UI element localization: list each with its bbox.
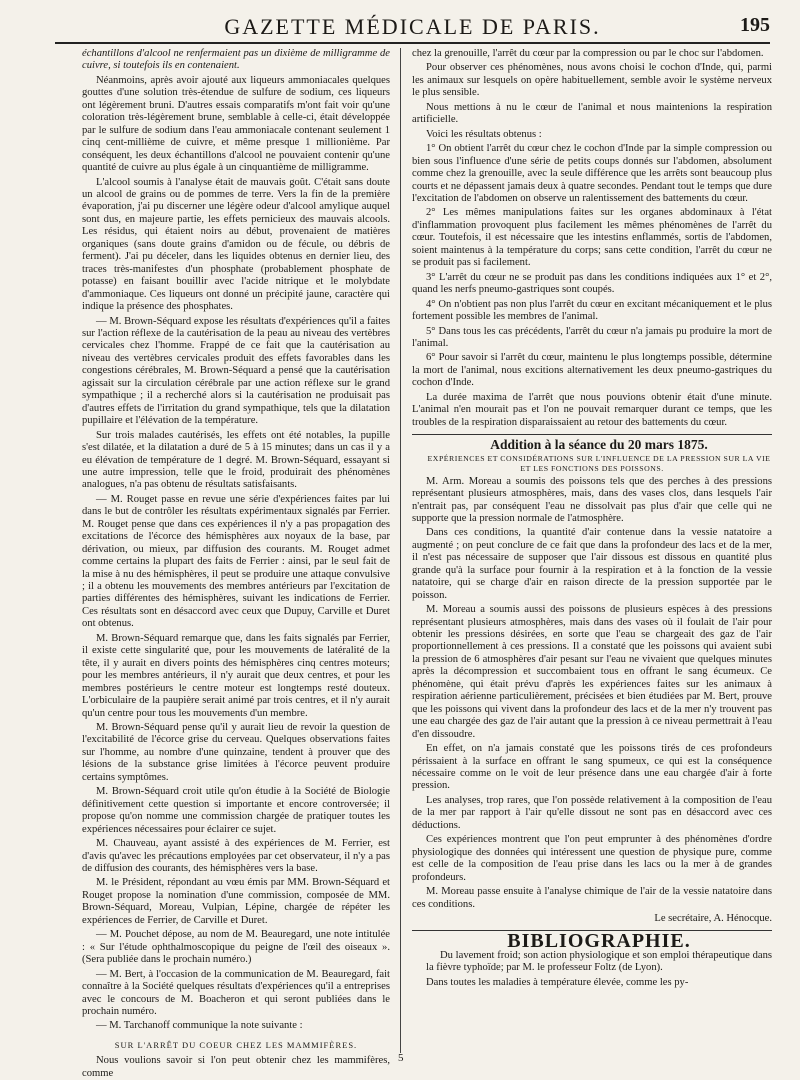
- separator-rule: [412, 434, 772, 435]
- page-header: [55, 8, 770, 42]
- paragraph: — M. Pouchet dépose, au nom de M. Beauregard, une note intitulée : « Sur l'étude ophthalmoscopique du peigne de l'œil des oiseaux ». (Sera publiée dans le prochain numéro.): [82, 929, 390, 966]
- paragraph: M. Moreau passe ensuite à l'analyse chimique de l'air de la vessie natatoire dans ces conditions.: [412, 886, 772, 910]
- paragraph: 2° Les mêmes manipulations faites sur les organes abdominaux à l'état d'inflammation provoquent plus facilement les mêmes phénomènes de l'arrêt du cœur. Toutefois, il est nécessaire que les intestins enflammés, sortis de l'abdomen, soient maintenus à la température du corps; sans cette condition, l'arrêt du cœur ne se produit pas si facilement.: [412, 207, 772, 269]
- paragraph: — M. Brown-Séquard expose les résultats d'expériences qu'il a faites sur l'action réflexe de la cautérisation de la peau au niveau des vertèbres cervicales chez l'homme. Frappé de ce fait que la cautérisation au niveau des vertèbres cervicales produit des effets favorables dans les congestions cérébrales, M. Brown-Séquard a pensé que la cautérisation agissait sur la circulation cérébrale par une action réflexe sur le grand sympathique ; il a recherché alors si la cautérisation ne produisait pas d'autres effets de l'irritation du grand sympathique, tels que la dilatation pupillaire et l'élévation de la température.: [82, 315, 390, 427]
- paragraph: — M. Bert, à l'occasion de la communication de M. Beauregard, fait connaître à la Société quelques résultats d'expériences qu'il a entreprises avec le concours de M. Boacheron et qui seront publiées dans le prochain numéro.: [82, 968, 390, 1017]
- paragraph: M. Chauveau, ayant assisté à des expériences de M. Ferrier, est d'avis qu'avec les précautions employées par cet observateur, il n'y a pas de diffusion des courants, des hémisphères vers la base.: [82, 838, 390, 874]
- paragraph: Nous voulions savoir si l'on peut obtenir chez les mammifères, comme: [82, 1055, 390, 1079]
- section-heading: SUR L'ARRÊT DU COEUR CHEZ LES MAMMIFÈRES.: [114, 1039, 358, 1050]
- right-column: [412, 48, 772, 1048]
- paragraph: Dans toutes les maladies à température élevée, comme les py-: [426, 976, 689, 988]
- page-number: 195: [740, 14, 770, 36]
- paragraph: — M. Tarchanoff communique la note suivante :: [96, 1020, 303, 1032]
- paragraph: Sur trois malades cautérisés, les effets ont été notables, la pupille s'est dilatée, et la dilatation a duré de 5 à 15 minutes; dans un cas il y a eu élévation de température de 1 degré. M. Brown-Séquard, essayant si une autre impression, telle que le froid, produirait des phénomènes analogues, n'a pas obtenu de résultats satisfaisants.: [82, 429, 390, 491]
- paragraph: 3° L'arrêt du cœur ne se produit pas dans les conditions indiquées aux 1° et 2°, quand les nerfs pneumo-gastriques sont coupés.: [412, 271, 772, 296]
- bibliography-entry: Du lavement froid; son action physiologique et son emploi thérapeutique dans la fièvre typhoïde; par M. le professeur Foltz (de Lyon).: [426, 949, 772, 974]
- paragraph: Dans ces conditions, la quantité d'air contenue dans la vessie natatoire a augmenté ; on peut conclure de ce fait que dans la profondeur des lacs et de la mer, il n'est pas nécessaire de supposer que l'air dissous est dissous en quantité plus grande qu'à la surface pour fournir à la respiration et à la fonction de la vessie natatoire, qui se charge d'air en raison directe de la pression supportée par le poisson.: [412, 527, 772, 601]
- paragraph: M. le Président, répondant au vœu émis par MM. Brown-Séquard et Rouget propose la nomination d'une commission, composée de MM. Brown-Séquard, Moreau, Vulpian, Lépine, chargée de répéter les expériences de Ferrier, de Carville et Duret.: [82, 877, 390, 926]
- journal-title: GAZETTE MÉDICALE DE PARIS.: [224, 14, 601, 39]
- paragraph: En effet, on n'a jamais constaté que les poissons tirés de ces profondeurs périssaient à la surface en offrant le sang spumeux, ce qui est la conséquence nécessaire comme on le voit de leur présence dans une eau chargée d'air à forte pression.: [412, 743, 772, 792]
- paragraph: échantillons d'alcool ne renfermaient pas un dixième de milligramme de cuivre, si toutefois ils en contenaient.: [82, 48, 390, 72]
- addition-subtitle: EXPÉRIENCES ET CONSIDÉRATIONS SUR L'INFLUENCE DE LA PRESSION SUR LA VIE ET LES FONCTIONS DES POISSONS.: [427, 453, 771, 473]
- paragraph: M. Brown-Séquard pense qu'il y aurait lieu de revoir la question de l'excitabilité de l'écorce grise du cerveau. Quelques observations faites sur l'homme, au nombre d'une quinzaine, tendent à prouver que des lésions de la substance grise limitées à l'écorce peuvent produire certains symptômes.: [82, 722, 390, 783]
- paragraph: L'alcool soumis à l'analyse était de mauvais goût. C'était sans doute un alcool de grains ou de pommes de terre. Vers la fin de la première évaporation, j'ai pu discerner une légère odeur d'alcool amylique auquel sont dus, en majeure partie, les effets pernicieux des mauvais alcools. Les résidus, qui étaient noirs au début, provenaient de matières organiques (sans doute grains d'amidon ou de fécule, ou débris de ferment). J'ai pu déceler, dans les liquides obtenus en dernier lieu, des traces très-manifestes d'un phosphate (probablement phosphate de potasse) en faisant bouillir avec l'acide nitrique et le molybdate d'ammoniaque. Ces liqueurs ont donné un précipité jaune, caractère qui indique la présence des phosphates.: [82, 176, 390, 313]
- paragraph: Ces expériences montrent que l'on peut emprunter à des phénomènes d'ordre physiologique des données qui intéressent une question de physique pure, comme est celle de la composition de l'eau prise dans les lacs ou la mer à de grandes profondeurs.: [412, 834, 772, 883]
- paragraph: 1° On obtient l'arrêt du cœur chez le cochon d'Inde par la simple compression ou bien sous l'influence d'une série de petits coups donnés sur l'abdomen, absolument comme chez la grenouille, avec la seule différence que les arrêts sont beaucoup plus courts et ne dépassent jamais deux à quatre secondes. Pendant tout le temps que dure l'excitation de l'abdomen on observe un ralentissement des battements du cœur.: [412, 143, 772, 204]
- header-rule: [55, 42, 770, 44]
- addition-title: Addition à la séance du 20 mars 1875.: [490, 437, 708, 453]
- paragraph: M. Moreau a soumis aussi des poissons de plusieurs espèces à des pressions représentant plusieurs atmosphères, mais dans des vases où il foulait de l'air pour obtenir les pressions désirées, en sorte que l'eau se chargeait des gaz de l'air proportionnellement à ces pressions. Il a constaté que les poissons qui avaient subi la pression de 6 atmosphères d'air pesant sur l'eau ne vivaient que quelques minutes après la décompression et succombaient tous en offrant le sang écumeux. Ce phénomène, qui était prévu d'après les expériences faites sur les animaux à respiration aérienne particulièrement, précisées et bien étudiées par M. Bert, prouve que les poissons qui vivent dans la profondeur des lacs et de la mer n'y trouvent pas une eau chargée des gaz de l'air autant que la pression à ce niveau permettrait à l'eau d'en dissoudre.: [412, 604, 772, 740]
- paragraph: Pour observer ces phénomènes, nous avons choisi le cochon d'Inde, qui, parmi les animaux sur lesquels on opère habituellement, semble avoir le système nerveux le plus sensible.: [412, 62, 772, 99]
- paragraph: Les analyses, trop rares, que l'on possède relativement à la composition de l'eau de la mer par rapport à l'air qu'elle dissout ne sont pas en désaccord avec ces déductions.: [412, 794, 772, 831]
- bibliography-title: BIBLIOGRAPHIE.: [507, 930, 691, 953]
- paragraph: 6° Pour savoir si l'arrêt du cœur, maintenu le plus longtemps possible, détermine la mort de l'animal, nous excitions alternativement les deux pneumo-gastriques du cochon d'Inde.: [412, 352, 772, 389]
- paragraph: M. Brown-Séquard remarque que, dans les faits signalés par Ferrier, il existe cette singularité que, pour les mouvements de latéralité de la tête, il y aurait en divers points des hémisphères cinq centres moteurs; pour les membres antérieurs, il n'y aurait que deux centres, et pour les membres postérieurs le centre moteur est longtemps resté douteux. L'orbiculaire de la paupière serait animé par trois centres, et il n'y aurait qu'un centre pour tous les mouvements d'un membre.: [82, 632, 390, 719]
- paragraph: chez la grenouille, l'arrêt du cœur par la compression ou par le choc sur l'abdomen.: [412, 48, 764, 59]
- paragraph: La durée maxima de l'arrêt que nous pouvions obtenir était d'une minute. L'animal n'en mourait pas et l'on ne pouvait remarquer durant ce temps, que les troubles de la respiration disparaissaient au retour des battements du cœur.: [412, 391, 772, 428]
- left-column: [82, 48, 390, 1079]
- paragraph: 5° Dans tous les cas précédents, l'arrêt du cœur n'a jamais pu produire la mort de l'animal.: [412, 325, 772, 349]
- paragraph: M. Arm. Moreau a soumis des poissons tels que des perches à des pressions représentant plusieurs atmosphères, mais, dans des vases clos, dans lesquels l'air n'entrait pas, par conséquent l'eau ne dissolvait pas plus d'air que celle qui ne supporte que la pression normale de l'atmosphère.: [412, 475, 772, 524]
- paragraph: M. Brown-Séquard croit utile qu'on étudie à la Société de Biologie définitivement cette question si importante et encore controversée; il propose qu'on nomme une commission chargée de pratiquer toutes les expériences nécessaires pour éclairer ce sujet.: [82, 786, 390, 835]
- paragraph: Néanmoins, après avoir ajouté aux liqueurs ammoniacales quelques gouttes d'une solution très-étendue de sulfure de sodium, ces liqueurs ont légèrement bruni. D'autres essais comparatifs m'ont fait voir qu'une coloration très-légèrement brune, semblable à celle-ci, était développée par le sulfure de sodium dans l'eau ammoniacale contenant seulement 1 cinq cent-millième de cuivre, et même presque 1 millionième. Par conséquent, les deux échantillons d'alcool ne pouvaient contenir qu'une quantité de cuivre au plus égale à un cinquantième de milligramme.: [82, 74, 390, 174]
- paragraph: — M. Rouget passe en revue une série d'expériences faites par lui dans le but de contrôler les résultats expérimentaux signalés par Ferrier. M. Rouget pense que dans ces expériences il n'y a pas propagation des excitations de l'écorce des hémisphères aux noyaux de la base, par dérivation, ou mieux, par diffusion des courants. M. Rouget admet comme certains la plupart des faits de Ferrier : ainsi, par le seul fait de la mise à nu des hémisphères, il peut se produire une attaque convulsive ; il a obtenu les mouvements des membres antérieurs par l'excitation de parties différentes des hémisphères, suivant les indications de Ferrier. Ces résultats sont en désaccord avec ceux que Dupuy, Carville et Duret ont obtenus.: [82, 493, 390, 630]
- signature-mark: 5: [398, 1052, 404, 1064]
- paragraph: Nous mettions à nu le cœur de l'animal et nous maintenions la respiration artificielle.: [412, 101, 772, 126]
- column-divider: [400, 48, 401, 1053]
- paragraph: 4° On n'obtient pas non plus l'arrêt du cœur en excitant mécaniquement et le plus fortement possible les membres de l'animal.: [412, 298, 772, 323]
- paragraph: Voici les résultats obtenus :: [426, 128, 542, 140]
- signature: Le secrétaire, A. Hénocque.: [654, 913, 772, 924]
